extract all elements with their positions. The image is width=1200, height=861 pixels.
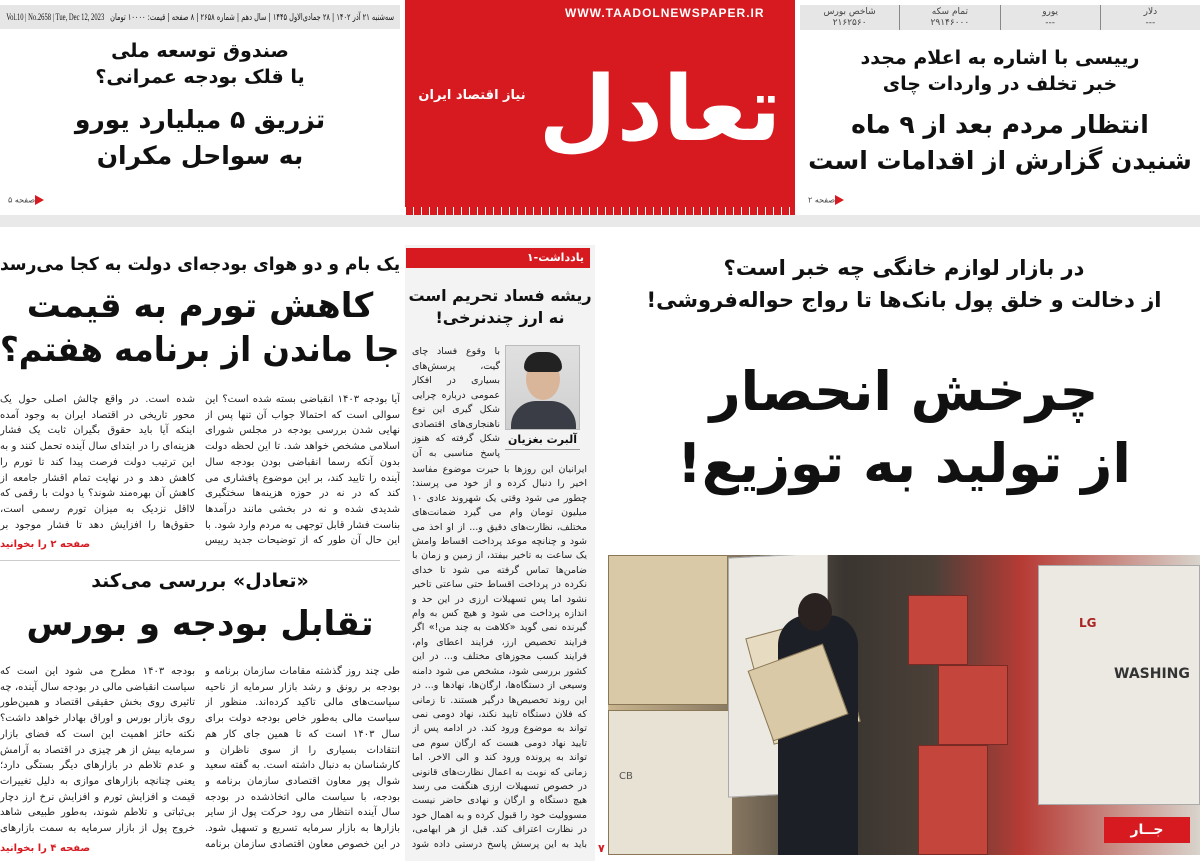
indicator-dollar: دلار --- bbox=[1100, 5, 1200, 30]
lead-photo-appliance-warehouse: CB WASHING LG جــار bbox=[608, 555, 1200, 855]
market-indicators bbox=[800, 5, 1200, 30]
opinion-intro: با وقوع فساد چای گیت، پرسش‌های بسیاری در افکار عمومی درباره چرایی شکل گیری این نوع ناهنجاری‌های اقتصادی شکل گرفته که هنوز پاسخ مناسبی به آن bbox=[412, 346, 500, 459]
indicator-gold-coin: تمام سکه ۲۹۱۴۶۰۰۰ bbox=[899, 5, 999, 30]
divider bbox=[0, 560, 400, 561]
masthead bbox=[405, 0, 795, 215]
dateline-en: Vol.10 | No.2658 | Tue, Dec 12, 2023 bbox=[6, 12, 105, 22]
newspaper-logo: تعادل bbox=[538, 57, 782, 162]
tagline: نیاز اقتصاد ایران bbox=[418, 88, 526, 103]
ruler-edge bbox=[405, 207, 795, 215]
dateline-bar bbox=[0, 5, 400, 29]
triangle-icon bbox=[35, 195, 44, 205]
indicator-stock-index: شاخص بورس ۲۱۶۲۵۶۰ bbox=[823, 7, 876, 28]
lead-story[interactable]: در بازار لوازم خانگی چه خبر است؟ از دخالت و خلق پول بانک‌ها تا رواج حواله‌فروشی! چرخش انحصار از تولید به توزیع! bbox=[646, 256, 1162, 495]
website-url: WWW.TAADOLNEWSPAPER.IR bbox=[565, 6, 765, 20]
opinion-label: یادداشت-۱ bbox=[406, 248, 590, 268]
read-more-link[interactable]: صفحه ۲ را بخوانید bbox=[0, 539, 91, 550]
opinion-body: ایرانیان این روزها با حیرت موضوع مفاسد اخیر را دنبال کرده و از خود می پرسند: چطور می شود وقتی یک شهروند عادی ۱۰ میلیون تومان وام می گیرد ضمانت‌های مختلف، نظارت‌های دقیق و... از او اخذ می شود و چنانچه موعد پرداخت اقساط وامش یک ساعت به تاخیر بیفتد، از زمین و زمان با ضامن‌ها تماس گرفته می شود تا خدای نکرده در پرداخت اقساط حتی ساعتی تاخیر نشود اما پس تسهیلات ارزی در این حد و اندازه پرداخت می شود و هیچ کس به وام گیرنده نمی گوید «کلاهت به چند من!» اگر فرایند تخصیص ارز، فرایند اعطای وام، فرایند کسب مجوزهای مختلف و... در این کشور بررسی شود، مشخص می شود دامنه وسیعی از دستگاه‌ها، ارگان‌ها، نهادها و... در این روند تخصیص‌ها درگیر هستند. تا زمانی که فلان دستگاه تایید نکند، نهاد دومی نمی تواند به موضوع ورود کند. در ادامه پس از تایید نهاد دومی هست که ارگان سوم می تواند به پرونده ورود کند و الی الاخر. اما زمانی که نوبت به اعمال نظارت‌های قانونی در خصوص تسهیلات ارزی هنگفت می رسد هیچ دستگاه و ارگان و نهادی حاضر نیست مسوولیت خود را قبول کرده و به اهمال خود در نظارت اعتراف کند. قبل از هر ابهامی، باید به این پرسش پاسخ درستی داده شود bbox=[412, 464, 587, 850]
dateline: سه‌شنبه ۲۱ آذر ۱۴۰۲ | ۲۸ جمادی‌الاول ۱۴۴۵ | سال دهم | شماره ۲۶۵۸ | ۸ صفحه | قیمت: ۱۰۰۰۰ تومان bbox=[110, 13, 394, 23]
story1-column-left: شده است. در واقع چالش اصلی حول یک محور تاریخی در اقتصاد ایران به وجود آمده اینکه آیا باید حقوق بگیران ثابت یک فشار هزینه‌ای را در ابتدای سال آینده تحمل کنند و به این ترتیب دولت فرصت پیدا کند تا تورم را کاهش دهد و در نهایت تمام اقشار جامعه از کاهش آن بهره‌مند شوند؟ یا دولت با رقمی که لااقل نزدیک به میزان تورم رسمی است، حقوق‌ها را افزایش دهد تا فشار موجود بر bbox=[0, 394, 195, 531]
story1-column-right: آیا بودجه ۱۴۰۳ انقباضی بسته شده است؟ این سوالی است که احتمالا جواب آن تنها پس از نهایی شدن بررسی بودجه در مجلس شورای اسلامی مشخص خواهد شد. تا این لحظه دولت بدون آنکه رسما انقباضی بودن بودجه سال آینده را تایید کند، بر این موضوع پافشاری می کند که در نه در حوزه هزینه‌ها سختگیری شدیدی شده و نه در بخشی مانند درآمدها بناست فشار قابل توجهی به مردم وارد شود. با این حال آن طور که از توضیحات جدید رییس bbox=[205, 394, 400, 547]
photo-credit: جــار bbox=[1104, 817, 1190, 843]
story-budget-bourse[interactable]: «تعادل» بررسی می‌کند تقابل بودجه و بورس bbox=[26, 570, 374, 644]
page-number: ۷ bbox=[598, 842, 605, 855]
indicator-euro: یورو --- bbox=[1000, 5, 1100, 30]
opinion-headline[interactable]: ریشه فساد تحریم است نه ارز چندنرخی! bbox=[408, 286, 592, 327]
author-name: آلبرت بغزیان bbox=[505, 433, 580, 450]
divider-band bbox=[0, 215, 1200, 227]
author-photo bbox=[505, 345, 580, 430]
read-more-link[interactable]: صفحه ۴ را بخوانید bbox=[0, 843, 91, 854]
story2-column-right: طی چند روز گذشته مقامات سازمان برنامه و بودجه بر رونق و رشد بازار سرمایه از ناحیه سیاست‌های مالی تاکید کرده‌اند. منظور از سیاست مالی به‌طور خاص بودجه دولت برای سال ۱۴۰۳ است که تا همین جای کار هم انتقادات بسیاری را از سوی ناظران و کارشناسان به دنبال داشته است. به گفته سعید شوال پور معاون اقتصادی سازمان برنامه و بودجه، با سیاست مالی اتخاذشده در بودجه سال آینده انتظار می رود حرکت پول از سایر بازارها به بازار سرمایه تسریع و تسهیل شود. در این خصوص معاون اقتصادی سازمان برنامه bbox=[205, 666, 400, 850]
teaser-top-right[interactable]: رییسی با اشاره به اعلام مجدد خبر تخلف در واردات چای انتظار مردم بعد از ۹ ماه شنیدن گزارش از اقدامات است bbox=[808, 47, 1192, 175]
story2-column-left: بودجه ۱۴۰۳ مطرح می شود این است که سیاست انقباضی مالی در بودجه سال آینده، چه تاثیری روی بخش حقیقی اقتصاد و همین‌طور روی بازار بورس و اوراق بهادار خواهد داشت؟ نکته حائز اهمیت این است که فضای بازار سرمایه بیش از هر چیزی در اقتصاد به آرامش و عدم تلاطم در بازارهای دیگر بستگی دارد؛ یعنی چنانچه بازارهای موازی به دلیل تغییرات قیمت و افزایش تورم و افزایش نرخ ارز دچار بی‌ثباتی و تلاطم شوند، به‌طور طبیعی شاهد خروج پول از بازار سرمایه به سمت بازارهای bbox=[0, 666, 195, 835]
page-ref-5[interactable]: صفحه ۵ bbox=[8, 195, 47, 205]
triangle-icon bbox=[835, 195, 844, 205]
page-ref-2[interactable]: صفحه ۲ bbox=[808, 195, 847, 205]
teaser-top-left[interactable]: صندوق توسعه ملی یا قلک بودجه عمرانی؟ تزریق ۵ میلیارد یورو به سواحل مکران bbox=[74, 40, 326, 170]
story-budget-inflation[interactable]: یک بام و دو هوای بودجه‌ای دولت به کجا می‌رسد کاهش تورم به قیمت جا ماندن از برنامه هفتم؟ bbox=[0, 254, 400, 370]
